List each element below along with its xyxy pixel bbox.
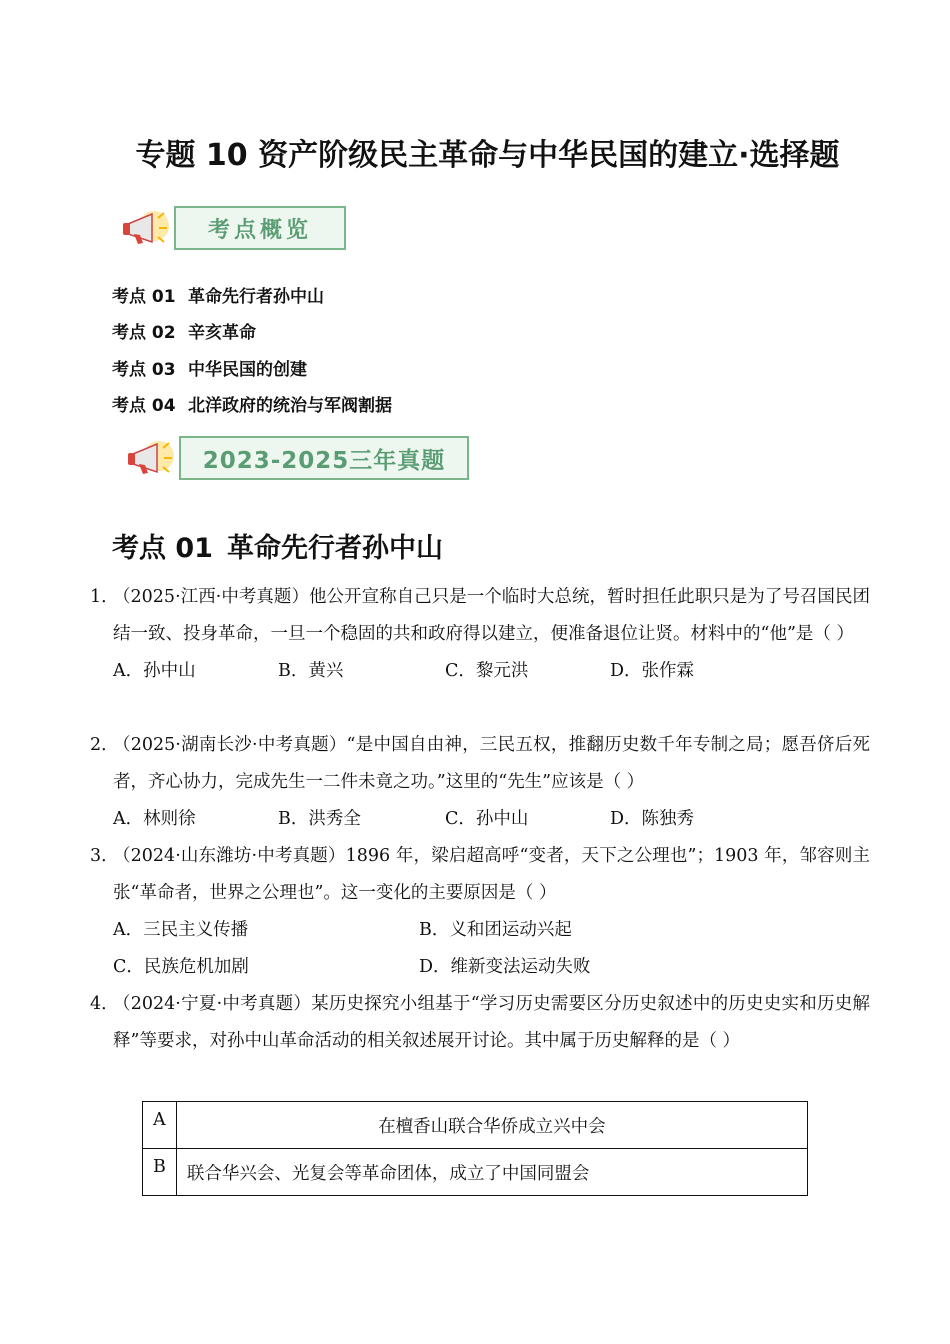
- topic-code: 考点 04: [112, 396, 176, 417]
- topic-item: [112, 349, 392, 386]
- option: C．民族危机加剧: [113, 957, 249, 977]
- megaphone-icon: [120, 206, 180, 250]
- years-banner-label: 2023-2025三年真题: [179, 436, 469, 480]
- topic-code: 考点 01: [112, 286, 176, 307]
- table-cell-label: A: [143, 1102, 177, 1149]
- years-banner: [125, 436, 469, 480]
- option: D．维新变法运动失败: [419, 957, 591, 977]
- question-stem: （2024·山东潍坊·中考真题）1896 年，梁启超高呼“变者，天下之公理也”；1903 年，邹容则主张“革命者，世界之公理也”。这一变化的主要原因是（ ）: [113, 846, 870, 903]
- question: [90, 727, 870, 838]
- question-stem: （2024·宁夏·中考真题）某历史探究小组基于“学习历史需要区分历史叙述中的历史史实和历史解释”等要求，对孙中山革命活动的相关叙述展开讨论。其中属于历史解释的是（ ）: [113, 994, 870, 1051]
- topic-item: [112, 386, 392, 423]
- section-code: 考点 01: [112, 533, 213, 564]
- topic-name: 辛亥革命: [188, 323, 256, 344]
- option: B．黄兴: [278, 661, 344, 681]
- page-title: 专题 10 资产阶级民主革命与中华民国的建立·选择题: [135, 138, 840, 173]
- question-number: 4．: [90, 994, 119, 1014]
- option: A．林则徐: [113, 809, 196, 829]
- answer-table: [142, 1101, 808, 1196]
- option: C．孙中山: [445, 809, 529, 829]
- topic-name: 中华民国的创建: [188, 359, 307, 380]
- topic-code: 考点 03: [112, 359, 176, 380]
- topic-item: [112, 276, 392, 313]
- topic-item: [112, 313, 392, 350]
- section-heading: [112, 526, 443, 565]
- option-list: [113, 653, 870, 690]
- question: [90, 838, 870, 986]
- question-number: 3．: [90, 846, 119, 866]
- question: [90, 986, 870, 1060]
- option: D．张作霖: [610, 661, 695, 681]
- option-list: [113, 801, 870, 838]
- question-number: 1．: [90, 587, 119, 607]
- table-row: [143, 1102, 808, 1149]
- topic-name: 北洋政府的统治与军阀割据: [188, 396, 392, 417]
- section-name: 革命先行者孙中山: [226, 533, 443, 564]
- option-list: [113, 912, 870, 986]
- option: B．义和团运动兴起: [419, 920, 572, 940]
- topic-name: 革命先行者孙中山: [188, 286, 324, 307]
- topic-code: 考点 02: [112, 323, 176, 344]
- table-cell-label: B: [143, 1149, 177, 1196]
- table-cell-text: 在檀香山联合华侨成立兴中会: [176, 1102, 807, 1149]
- megaphone-icon: [125, 436, 185, 480]
- topic-list: [112, 276, 392, 422]
- question-stem: （2025·湖南长沙·中考真题）“是中国自由神，三民五权，推翻历史数千年专制之局；愿吾侪后死者，齐心协力，完成先生一二件未竟之功。”这里的“先生”应该是（ ）: [113, 735, 870, 792]
- option: B．洪秀全: [278, 809, 361, 829]
- option: A．三民主义传播: [113, 920, 249, 940]
- option: D．陈独秀: [610, 809, 695, 829]
- option: C．黎元洪: [445, 661, 529, 681]
- question: [90, 579, 870, 690]
- overview-banner-label: 考点概览: [174, 206, 346, 250]
- option: A．孙中山: [113, 661, 196, 681]
- overview-banner: [120, 206, 346, 250]
- question-stem: （2025·江西·中考真题）他公开宣称自己只是一个临时大总统，暂时担任此职只是为了号召国民团结一致、投身革命，一旦一个稳固的共和政府得以建立，便准备退位让贤。材料中的“他”是（ ）: [113, 587, 870, 644]
- question-number: 2．: [90, 735, 119, 755]
- table-row: [143, 1149, 808, 1196]
- table-cell-text: 联合华兴会、光复会等革命团体，成立了中国同盟会: [176, 1149, 807, 1196]
